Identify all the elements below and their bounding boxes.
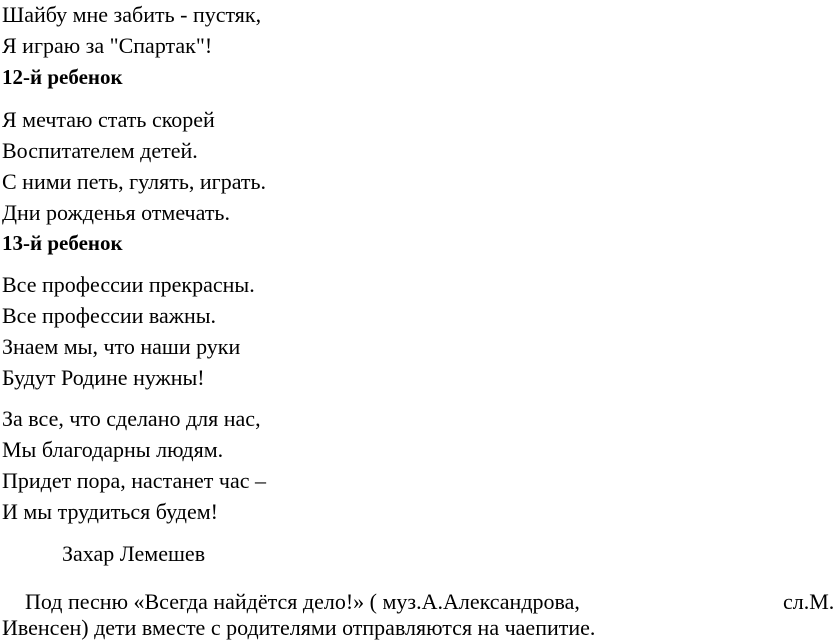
- poem-line: Знаем мы, что наши руки: [2, 334, 241, 359]
- poem-line: Все профессии важны.: [2, 303, 217, 328]
- section-heading-12: 12-й ребенок: [2, 65, 123, 89]
- section-heading-13: 13-й ребенок: [2, 231, 123, 255]
- poem-line: Я играю за "Спартак"!: [2, 33, 213, 58]
- poem-line: Шайбу мне забить - пустяк,: [2, 2, 262, 27]
- poem-line: Воспитателем детей.: [2, 138, 198, 163]
- poem-line: Мы благодарны людям.: [2, 437, 224, 462]
- poem-line: Все профессии прекрасны.: [2, 272, 255, 297]
- poem-line: Я мечтаю стать скорей: [2, 107, 215, 132]
- poem-line: Придет пора, настанет час –: [2, 468, 266, 493]
- poem-line: И мы трудиться будем!: [2, 499, 218, 524]
- closing-paragraph-line-2: Ивенсен) дети вместе с родителями отправляются на чаепитие.: [2, 615, 596, 640]
- poem-line: С ними петь, гулять, играть.: [2, 169, 267, 194]
- closing-paragraph-line-1: [25, 589, 834, 615]
- poem-author: Захар Лемешев: [62, 541, 206, 566]
- poem-line: За все, что сделано для нас,: [2, 406, 261, 431]
- closing-text-left: Под песню «Всегда найдётся дело!» ( муз.А.Александрова,: [25, 589, 580, 614]
- poem-line: Дни рожденья отмечать.: [2, 200, 230, 225]
- closing-text-right: сл.М.: [783, 589, 834, 614]
- poem-line: Будут Родине нужны!: [2, 365, 205, 390]
